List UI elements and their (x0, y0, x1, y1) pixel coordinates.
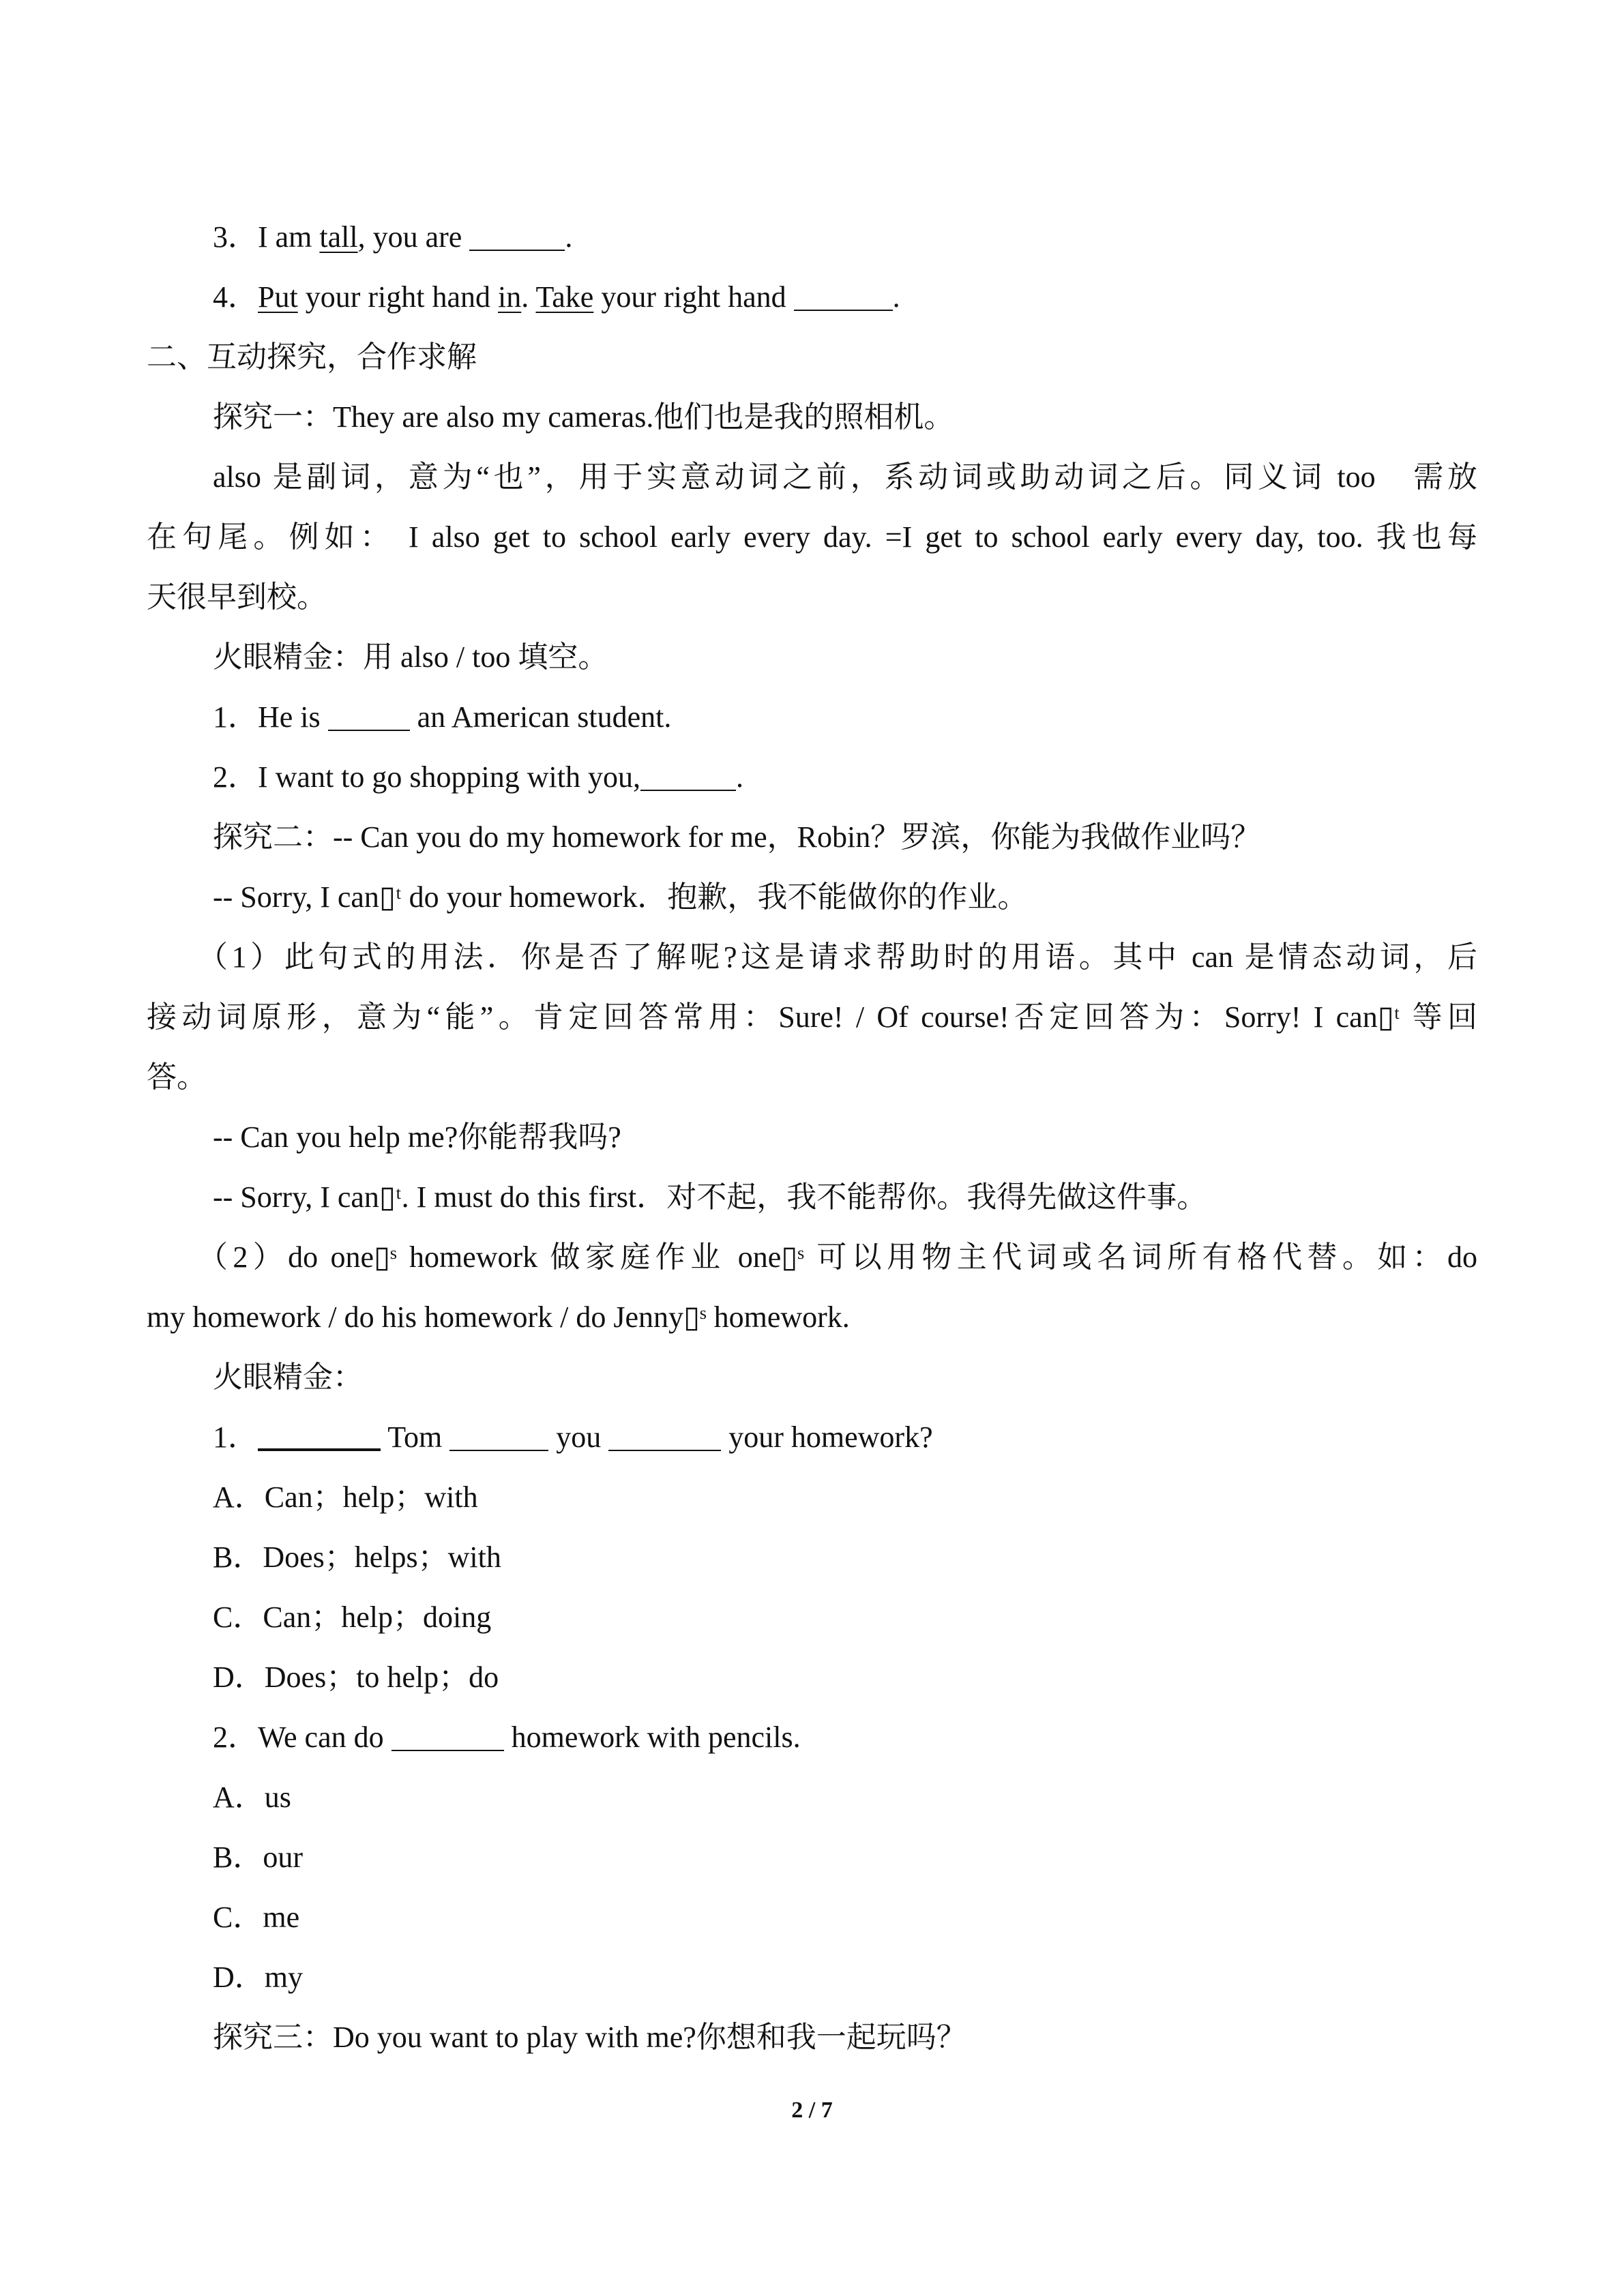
explore-2-question-2: 2．We can do homework with pencils. (213, 1720, 801, 1754)
underlined-word: Put (258, 280, 298, 314)
explore-1-paragraph-line-3: 天很早到校。 (147, 580, 327, 614)
answer-blank[interactable] (469, 222, 565, 251)
explore-3-title: 探究三：Do you want to play with me?你想和我一起玩吗？ (213, 2021, 966, 2054)
underlined-word: in (498, 280, 522, 314)
page-number: 2 / 7 (791, 2098, 833, 2123)
explore-2-note-2-line-1: （2）do one▯ˢ homework 做家庭作业 one▯ˢ 可以用物主代词或名词所有格代替。如：do (198, 1240, 1477, 1274)
exercise-number: 4． (213, 280, 258, 314)
option-b[interactable]: B．Does；helps；with (213, 1540, 501, 1574)
option-d[interactable]: D．my (213, 1960, 303, 1994)
explore-1-question-1: 1．He is an American student. (213, 700, 672, 734)
option-a[interactable]: A．Can；help；with (213, 1480, 478, 1514)
exercise-line-3: 3．I am tall, you are . (213, 220, 573, 254)
option-c[interactable]: C．me (213, 1900, 300, 1934)
explore-2-note-1-line-1: （1）此句式的用法．你是否了解呢?这是请求帮助时的用语。其中 can 是情态动词，后 (198, 940, 1477, 974)
explore-2-example-1: -- Can you help me?你能帮我吗? (213, 1120, 621, 1154)
answer-blank[interactable] (794, 282, 893, 311)
answer-blank[interactable] (328, 702, 410, 731)
explore-1-question-2: 2．I want to go shopping with you, . (213, 760, 743, 794)
exercise-number: 3．I am (213, 220, 320, 254)
underlined-word: tall (319, 220, 358, 254)
option-b[interactable]: B．our (213, 1840, 303, 1874)
exercise-line-4: 4．Put your right hand in. Take your right hand . (213, 280, 900, 314)
explore-2-question-1: 1． Tom you your homework? (213, 1420, 933, 1454)
explore-2-quiz-heading: 火眼精金： (213, 1360, 363, 1394)
answer-blank[interactable] (258, 1421, 381, 1451)
explore-2-note-1-line-3: 答。 (147, 1060, 207, 1094)
answer-blank[interactable] (608, 1422, 721, 1451)
section-heading: 二、互动探究，合作求解 (147, 340, 477, 374)
answer-blank[interactable] (449, 1422, 548, 1451)
option-d[interactable]: D．Does；to help；do (213, 1660, 499, 1694)
underlined-word: Take (535, 280, 594, 314)
answer-blank[interactable] (640, 762, 736, 791)
explore-1-title: 探究一：They are also my cameras.他们也是我的照相机。 (213, 400, 954, 434)
explore-2-note-1-line-2: 接动词原形，意为“能”。肯定回答常用：Sure! / Of course!否定回答为：Sorry! I can▯ᵗ 等回 (147, 1000, 1477, 1034)
explore-2-answer: -- Sorry, I can▯ᵗ do your homework．抱歉，我不能做你的作业。 (213, 880, 1028, 914)
explore-2-title: 探究二：-- Can you do my homework for me，Robin？罗滨，你能为我做作业吗？ (213, 820, 1261, 854)
explore-1-paragraph-line-1: also 是副词，意为“也”，用于实意动词之前，系动词或助动词之后。同义词 too 需放 (213, 460, 1477, 494)
option-a[interactable]: A．us (213, 1780, 291, 1814)
explore-2-note-2-line-2: my homework / do his homework / do Jenny▯ˢ homework. (147, 1300, 850, 1334)
answer-blank[interactable] (392, 1723, 504, 1751)
explore-1-paragraph-line-2: 在句尾。例如： I also get to school early every day. =I get to school early every day, too. 我也每 (147, 520, 1477, 554)
explore-1-quiz-heading: 火眼精金：用 also / too 填空。 (213, 640, 608, 674)
option-c[interactable]: C．Can；help；doing (213, 1600, 492, 1634)
explore-2-example-2: -- Sorry, I can▯ᵗ. I must do this first．对不起，我不能帮你。我得先做这件事。 (213, 1180, 1207, 1214)
